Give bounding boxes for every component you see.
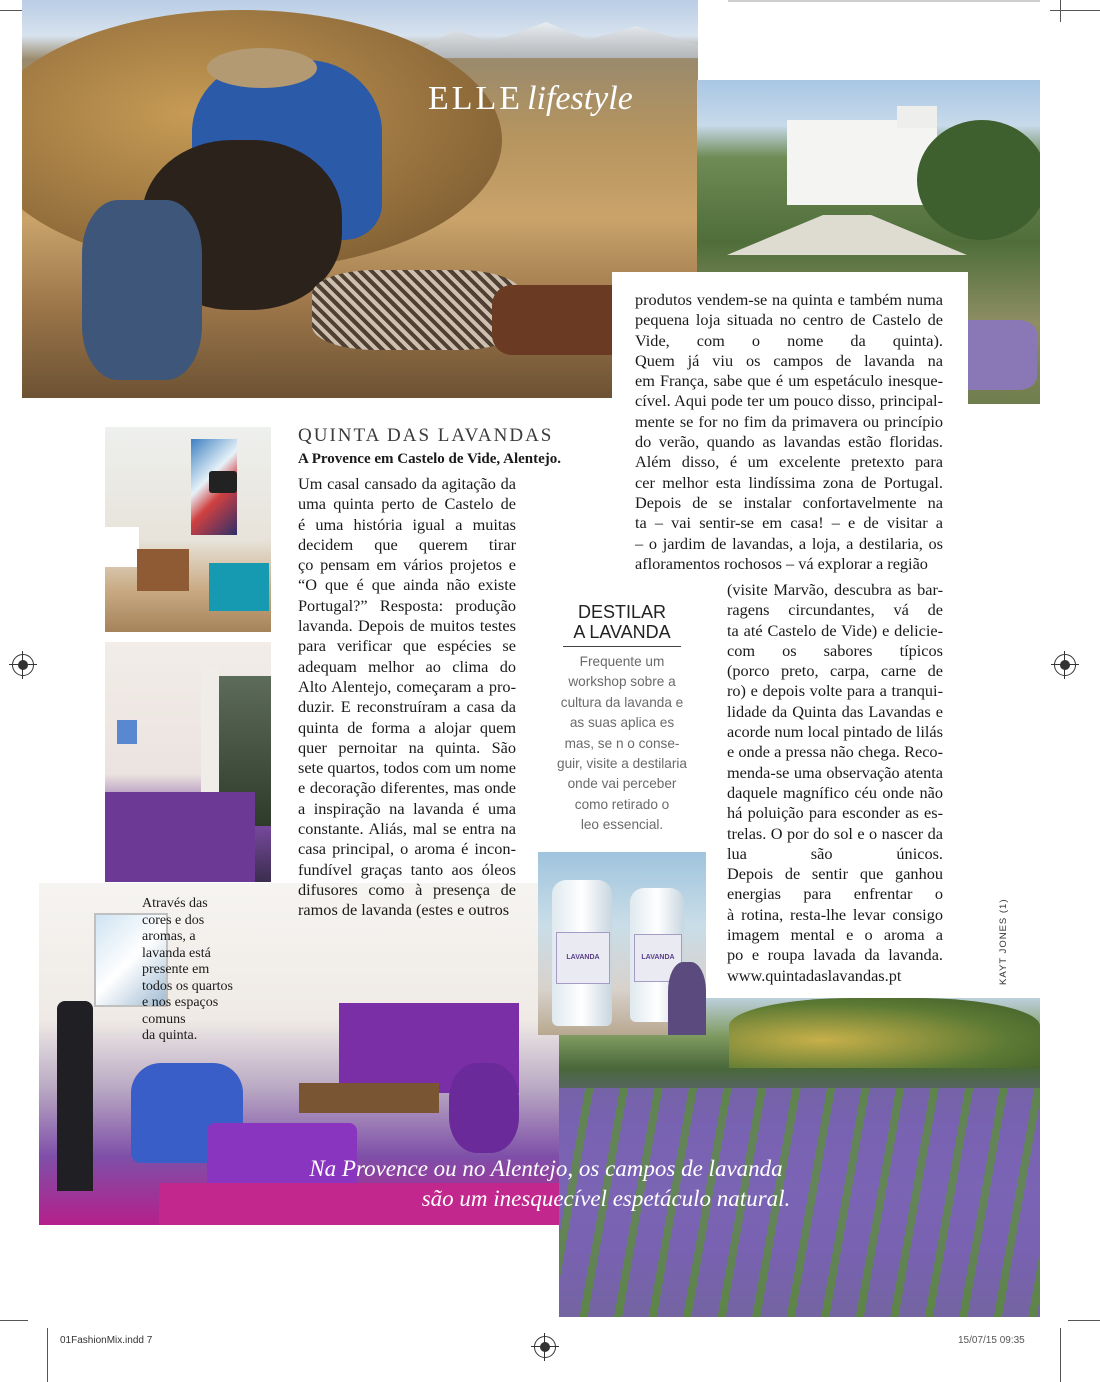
text-line: lua são únicos.: [727, 843, 943, 863]
text-line: energias para enfrentar o: [727, 884, 943, 904]
text-line: po e roupa lavada da lavanda.: [727, 945, 943, 965]
skirt-shape: [312, 270, 522, 350]
article-subtitle: A Provence em Castelo de Vide, Alentejo.: [298, 451, 562, 467]
lavender-bunch-shape: [668, 962, 706, 1035]
text-line: Frequente um: [579, 654, 665, 669]
bedroom-photo: [105, 427, 271, 632]
crop-mark: [1060, 1328, 1061, 1382]
text-line: duzir. E reconstruíram a casa da: [298, 697, 516, 717]
text-line: (visite Marvão, descubra as bar-: [727, 580, 943, 599]
text-line: Um casal cansado da agitação da: [298, 474, 516, 493]
photo-credit: KAYT JONES (1): [998, 898, 1009, 985]
footer-filename: 01FashionMix.indd 7: [60, 1335, 153, 1346]
text-line: difusores como à presença de: [298, 879, 516, 899]
couple-photo: [22, 0, 698, 398]
field-caption-line: são um inesquecível espetáculo natural.: [421, 1186, 791, 1211]
wall-art-shape: [117, 720, 137, 744]
text-line: Portugal?” Resposta: produção: [298, 595, 516, 615]
text-line: ta até Castelo de Vide) e delicie-: [727, 620, 943, 640]
article-column-1: [298, 474, 516, 921]
text-line: fundível graças tanto aos óleos: [298, 859, 516, 879]
text-line: menda-se uma observação atenta: [727, 762, 943, 782]
text-line: constante. Aliás, mal se entra na: [298, 819, 516, 839]
sidebar-title-line: DESTILAR: [577, 602, 667, 622]
registration-mark-icon: [1054, 654, 1076, 676]
crop-mark: [1050, 10, 1100, 11]
caption-line: comuns: [142, 1011, 186, 1027]
text-line: lavanda. Depois de muitos testes: [298, 616, 516, 636]
lamp-shape: [209, 471, 237, 493]
text-line: uma quinta perto de Castelo de: [298, 494, 516, 514]
caption-line: da quinta.: [142, 1028, 198, 1043]
text-line: (porco preto, carpa, carne de: [727, 661, 943, 681]
purple-bed-shape: [105, 792, 255, 882]
caption-line: cores e dos: [142, 912, 205, 928]
path-shape: [727, 215, 967, 255]
text-line: ço pensam em vários projetos e: [298, 555, 516, 575]
text-line: Além disso, é um excelente pretexto para: [635, 452, 943, 472]
top-rule: [728, 0, 1040, 2]
article-title: QUINTA DAS LAVANDAS: [298, 425, 554, 446]
caption-line: e nos espaços: [142, 995, 219, 1010]
hat-shape: [207, 48, 317, 88]
article-column-2-bottom: [727, 580, 943, 986]
mountain-shape: [402, 18, 698, 58]
text-line: do verão, quando as lavandas estão floridas.: [635, 432, 943, 452]
text-line: para verificar que espécies se: [298, 636, 516, 656]
text-line: daquele magnífico céu onde não: [727, 782, 943, 802]
text-line: ta – vai sentir-se em casa! – e de visitar a: [635, 513, 943, 533]
crop-mark: [1068, 1320, 1100, 1321]
text-line: Alto Alentejo, começaram a pro-: [298, 676, 516, 696]
text-line: ragens circundantes, vá de: [727, 600, 943, 620]
crop-mark: [47, 1328, 48, 1382]
caption-line: aromas, a: [142, 929, 196, 944]
text-line: como retirado o: [574, 796, 670, 812]
text-line: trelas. O por do sol e o nascer da: [727, 823, 943, 843]
room-caption: [142, 896, 233, 1045]
text-line: quinta de forma a alojar quem: [298, 717, 516, 737]
purple-chair-shape: [449, 1063, 519, 1153]
text-line: com os sabores típicos: [727, 640, 943, 660]
text-line: e decoração diferentes, mas onde: [298, 778, 516, 798]
caption-line: lavanda está: [142, 945, 211, 961]
sidebar-title-underline: [563, 646, 681, 647]
text-line: é uma história igual a muitas: [298, 514, 516, 534]
caption-line: todos os quartos: [142, 978, 233, 994]
text-line: as suas aplica es: [569, 715, 675, 731]
text-line: Depois de se instalar confortavelmente na: [635, 492, 943, 512]
villa-building-shape: [787, 120, 937, 205]
text-line: guir, visite a destilaria: [557, 756, 687, 772]
table-shape: [299, 1083, 439, 1113]
brand-name: ELLE: [428, 80, 524, 117]
text-line: decidem que querem tirar: [298, 534, 516, 554]
lavender-bottles-photo: [538, 852, 706, 1035]
chair-shape: [209, 563, 269, 611]
text-line: a inspiração na lavanda é uma: [298, 798, 516, 818]
text-line: “O que é que ainda não existe: [298, 575, 516, 595]
text-line: adequam melhor ao clima do: [298, 656, 516, 676]
text-line: e onde a pressa não chega. Reco-: [727, 742, 943, 762]
elle-lifestyle-logo: [428, 80, 633, 118]
text-line: www.quintadaslavandas.pt: [727, 965, 902, 985]
footer-timestamp: 15/07/15 09:35: [958, 1335, 1025, 1346]
text-line: mente se for no fim da primavera ou princípio: [635, 411, 943, 431]
bottle-label-shape: LAVANDA: [634, 934, 682, 982]
text-line: workshop sobre a: [568, 674, 676, 690]
text-line: ramos de lavanda (estes e outros: [298, 900, 510, 920]
jeans-shape: [82, 200, 202, 380]
text-line: cultura da lavanda e: [560, 694, 684, 710]
section-name: lifestyle: [527, 80, 633, 117]
text-line: imagem mental e o aroma a: [727, 925, 943, 945]
article-column-2-top: [635, 290, 943, 574]
dresser-shape: [137, 549, 189, 591]
text-line: Depois de sentir que ganhou: [727, 864, 943, 884]
text-line: Vide, com o nome da quinta).: [635, 330, 943, 350]
text-line: cível. Aqui pode ter um pouco disso, principal-: [635, 391, 943, 411]
sidebar-title-line: A LAVANDA: [573, 622, 671, 642]
sidebar-text: [548, 652, 696, 836]
tree-shape: [917, 120, 1040, 240]
clock-shape: [57, 1001, 93, 1191]
registration-mark-icon: [534, 1336, 556, 1358]
text-line: há poluição para esconder as es-: [727, 803, 943, 823]
text-line: lidade da Quinta das Lavandas e: [727, 701, 943, 721]
bottle-label-shape: LAVANDA: [556, 932, 610, 984]
field-caption: [246, 1154, 846, 1214]
crop-mark: [1060, 0, 1061, 22]
text-line: em França, sabe que é um espetáculo inesque-: [635, 371, 943, 391]
caption-line: presente em: [142, 962, 210, 977]
text-line: à rotina, resta-lhe levar consigo: [727, 904, 943, 924]
bed-shape: [105, 527, 139, 567]
text-line: mas, se n o conse-: [564, 735, 680, 751]
text-line: leo essencial.: [580, 817, 664, 833]
sidebar-title: [552, 602, 692, 647]
text-line: cer melhor esta lindíssima zona de Portugal.: [635, 472, 943, 492]
purple-bedroom-photo: [105, 642, 271, 882]
text-line: sete quartos, todos com um nome: [298, 758, 516, 778]
text-line: Quem já viu os campos de lavanda na: [635, 350, 943, 370]
text-line: acorde num local pintado de lilás: [727, 722, 943, 742]
text-line: onde vai perceber: [567, 776, 677, 792]
trees-shape: [729, 998, 1040, 1068]
text-line: – o jardim de lavandas, a loja, a destilaria, os: [635, 533, 943, 553]
crop-mark: [0, 1320, 28, 1321]
text-line: produtos vendem-se na quinta e também numa: [635, 290, 943, 309]
field-caption-line: Na Provence ou no Alentejo, os campos de lavanda: [309, 1156, 783, 1181]
text-line: afloramentos rochosos – vá explorar a região: [635, 553, 928, 573]
caption-line: Através das: [142, 896, 208, 911]
registration-mark-icon: [12, 654, 34, 676]
text-line: quer pernoitar na quinta. São: [298, 737, 516, 757]
villa-tower-shape: [897, 106, 937, 128]
text-line: ro) e depois volte para a tranqui-: [727, 681, 943, 701]
text-line: casa principal, o aroma é incon-: [298, 839, 516, 859]
text-line: pequena loja situada no centro de Castelo de: [635, 310, 943, 330]
